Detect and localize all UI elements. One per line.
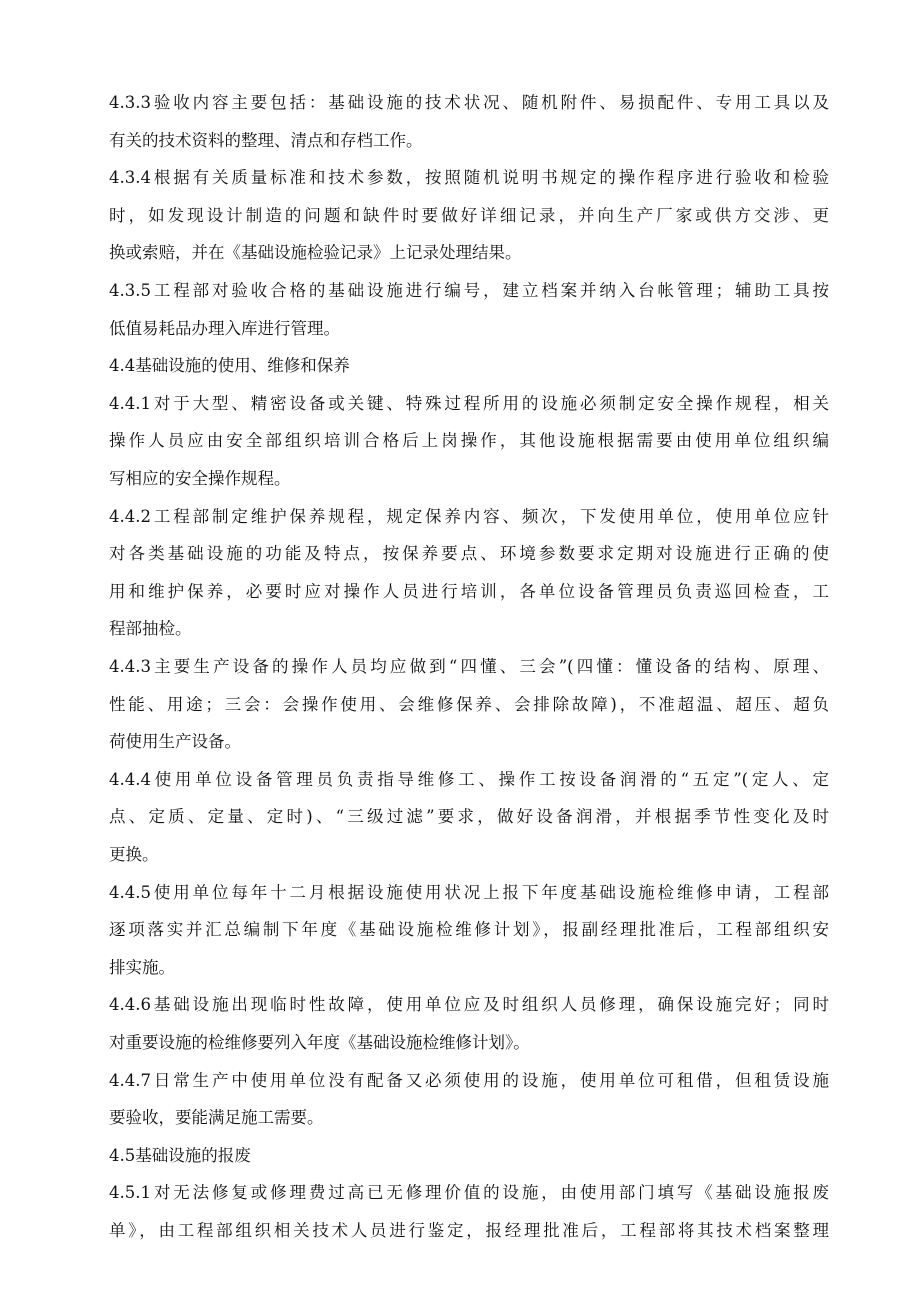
text-line: 4.4.6基础设施出现临时性故障，使用单位应及时组织人员修理，确保设施完好；同时	[109, 995, 829, 1014]
text-line: 荷使用生产设备。	[109, 732, 241, 751]
text-line: 排实施。	[109, 958, 175, 977]
text-line: 对重要设施的检维修要列入年度《基础设施检维修计划》。	[109, 1033, 530, 1052]
text-line: 写相应的安全操作规程。	[109, 469, 291, 488]
text-line: 有关的技术资料的整理、清点和存档工作。	[109, 131, 423, 150]
text-line: 时，如发现设计制造的问题和缺件时要做好详细记录，并向生产厂家或供方交涉、更	[109, 206, 829, 225]
text-line: 逐项落实并汇总编制下年度《基础设施检维修计划》，报副经理批准后，工程部组织安	[109, 920, 829, 939]
text-line: 低值易耗品办理入库进行管理。	[109, 319, 340, 338]
text-line: 要验收，要能满足施工需要。	[109, 1108, 324, 1127]
text-line: 点、定质、定量、定时)、“三级过滤”要求，做好设备润滑，并根据季节性变化及时	[109, 807, 829, 826]
text-line: 4.3.3验收内容主要包括：基础设施的技术状况、随机附件、易损配件、专用工具以及	[109, 93, 829, 112]
text-line: 单》，由工程部组织相关技术人员进行鉴定，报经理批准后，工程部将其技术档案整理	[109, 1221, 829, 1240]
text-line: 操作人员应由安全部组织培训合格后上岗操作，其他设施根据需要由使用单位组织编	[109, 431, 829, 450]
text-line: 4.4.5使用单位每年十二月根据设施使用状况上报下年度基础设施检维修申请，工程部	[109, 883, 829, 902]
text-line: 程部抽检。	[109, 619, 192, 638]
text-line: 对各类基础设施的功能及特点，按保养要点、环境参数要求定期对设施进行正确的使	[109, 544, 829, 563]
text-line: 性能、用途；三会：会操作使用、会维修保养、会排除故障)，不准超温、超压、超负	[109, 695, 829, 714]
text-line: 换或索赔，并在《基础设施检验记录》上记录处理结果。	[109, 243, 522, 262]
text-line: 4.4.2工程部制定维护保养规程，规定保养内容、频次，下发使用单位，使用单位应针	[109, 507, 829, 526]
text-line: 用和维护保养，必要时应对操作人员进行培训，各单位设备管理员负责巡回检查，工	[109, 582, 829, 601]
text-line: 4.3.4根据有关质量标准和技术参数，按照随机说明书规定的操作程序进行验收和检验	[109, 168, 829, 187]
text-line: 4.3.5工程部对验收合格的基础设施进行编号，建立档案并纳入台帐管理；辅助工具按	[109, 281, 829, 300]
section-heading: 4.4基础设施的使用、维修和保养	[109, 356, 350, 375]
text-line: 4.4.7日常生产中使用单位没有配备又必须使用的设施，使用单位可租借，但租赁设施	[109, 1071, 829, 1090]
section-heading: 4.5基础设施的报废	[109, 1146, 251, 1165]
text-line: 更换。	[109, 845, 159, 864]
text-line: 4.4.4使用单位设备管理员负责指导维修工、操作工按设备润滑的“五定”(定人、定	[109, 770, 829, 789]
text-line: 4.4.3主要生产设备的操作人员均应做到“四懂、三会”(四懂：懂设备的结构、原理、	[109, 657, 829, 676]
text-line: 4.4.1对于大型、精密设备或关键、特殊过程所用的设施必须制定安全操作规程，相关	[109, 394, 829, 413]
text-line: 4.5.1对无法修复或修理费过高已无修理价值的设施，由使用部门填写《基础设施报废	[109, 1183, 829, 1202]
